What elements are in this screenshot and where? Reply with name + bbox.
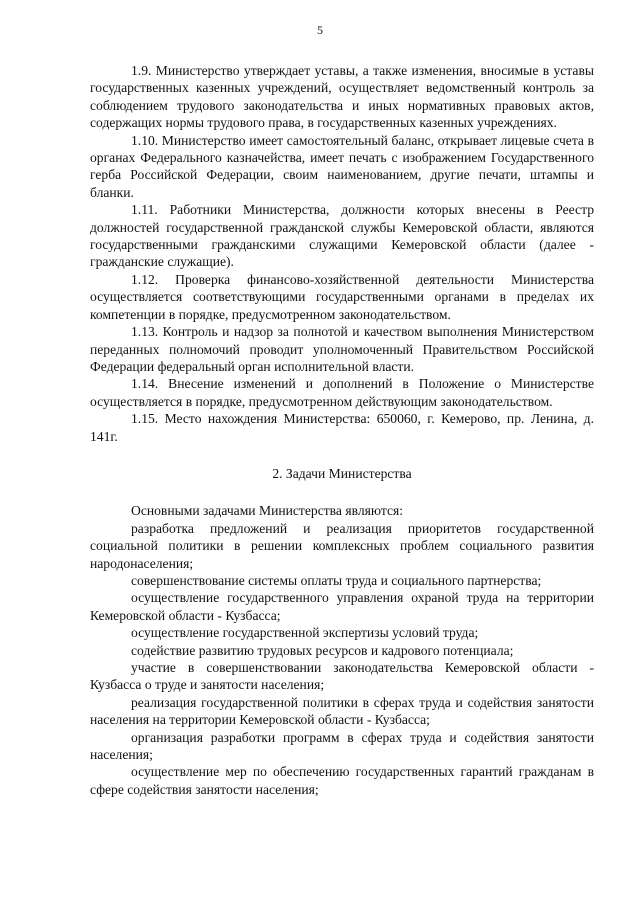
paragraph-1-13: 1.13. Контроль и надзор за полнотой и качеством выполнения Министерством переданных полномочий проводит уполномоченный Правительством Российской Федерации федеральный орган исполнительной власти. bbox=[90, 324, 594, 374]
document-body bbox=[90, 62, 594, 798]
task-item: реализация государственной политики в сферах труда и содействия занятости населения на территории Кемеровской области - Кузбасса; bbox=[90, 694, 594, 728]
task-item: участие в совершенствовании законодательства Кемеровской области - Кузбасса о труде и занятости населения; bbox=[90, 660, 594, 693]
task-item: осуществление мер по обеспечению государственных гарантий гражданам в сфере содействия занятости населения; bbox=[90, 764, 594, 797]
page-number: 5 bbox=[317, 23, 323, 37]
task-item: осуществление государственного управления охраной труда на территории Кемеровской области - Кузбасса; bbox=[90, 590, 594, 623]
paragraph-1-15: 1.15. Место нахождения Министерства: 650060, г. Кемерово, пр. Ленина, д. 141г. bbox=[90, 411, 594, 444]
task-item: содействие развитию трудовых ресурсов и кадрового потенциала; bbox=[131, 642, 514, 658]
paragraph-1-9: 1.9. Министерство утверждает уставы, а также изменения, вносимые в уставы государственных казенных учреждений, осуществляет ведомственный контроль за соблюдением трудового законодательства и иных нормативных правовых актов, содержащих нормы трудового права, в государственных казенных учреждениях. bbox=[90, 63, 594, 131]
section-2-intro: Основными задачами Министерства являются: bbox=[131, 503, 404, 519]
section-2-heading: 2. Задачи Министерства bbox=[272, 465, 412, 481]
task-item: осуществление государственной экспертизы условий труда; bbox=[131, 625, 479, 641]
paragraph-1-11: 1.11. Работники Министерства, должности которых внесены в Реестр должностей государственной гражданской службы Кемеровской области, являются государственными гражданскими служащими Кемеровской области (далее - гражданские служащие). bbox=[90, 202, 594, 270]
paragraph-1-14: 1.14. Внесение изменений и дополнений в Положение о Министерстве осуществляется в порядке, предусмотренном действующим законодательством. bbox=[90, 376, 594, 409]
paragraph-1-10: 1.10. Министерство имеет самостоятельный баланс, открывает лицевые счета в органах Федерального казначейства, имеет печать с изображением Государственного герба Российской Федерации, своим наименованием, другие печати, штампы и бланки. bbox=[90, 132, 594, 200]
task-item: разработка предложений и реализация приоритетов государственной социальной политики в решении комплексных проблем социального развития народонаселения; bbox=[90, 520, 594, 571]
paragraph-1-12: 1.12. Проверка финансово-хозяйственной деятельности Министерства осуществляется соответствующими государственными органами в пределах их компетенции в порядке, предусмотренном законодательством. bbox=[90, 271, 594, 322]
task-item: организация разработки программ в сферах труда и содействия занятости населения; bbox=[90, 729, 594, 763]
task-item: совершенствование системы оплаты труда и социального партнерства; bbox=[131, 572, 542, 588]
